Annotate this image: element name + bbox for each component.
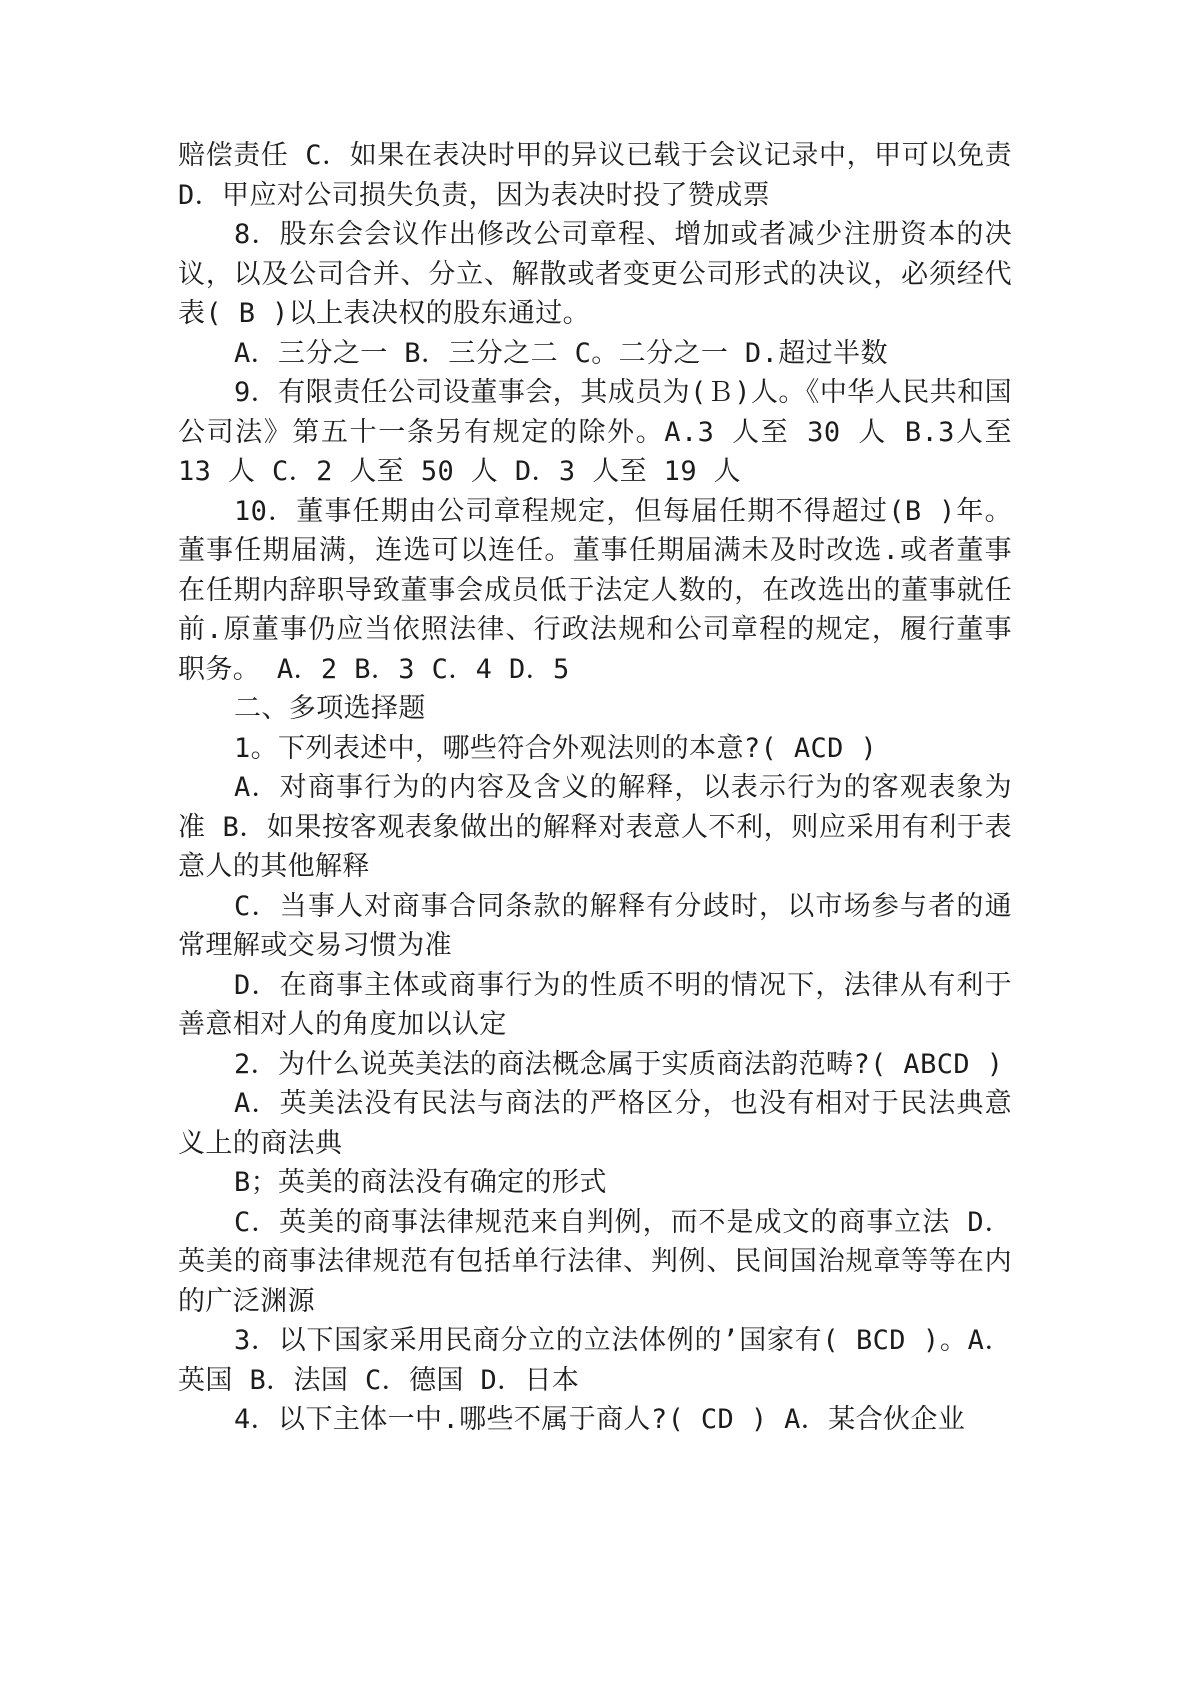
mc-question-2-option-a: A．英美法没有民法与商法的严格区分，也没有相对于民法典意义上的商法典: [178, 1088, 1012, 1159]
mc-question-3: 3．以下国家采用民商分立的立法体例的’国家有( BCD )。A．英国 B．法国 C．德国 D．日本: [178, 1325, 1012, 1396]
question-10: 10．董事任期由公司章程规定，但每届任期不得超过(B )年。董事任期届满，连选可以连任。董事任期届满未及时改选.或者董事在任期内辞职导致董事会成员低于法定人数的，在改选出的董事就任前.原董事仍应当依照法律、行政法规和公司章程的规定，履行董事职务。 A．2 B．3 C．4 D．5: [178, 495, 1012, 685]
mc-question-4: 4．以下主体一中.哪些不属于商人?( CD ) A．某合伙企业: [234, 1404, 966, 1435]
mc-question-1: 1。下列表述中，哪些符合外观法则的本意?( ACD ): [234, 732, 878, 764]
paragraph-liability-options: 赔偿责任 C．如果在表决时甲的异议已载于会议记录中，甲可以免责 D．甲应对公司损失负责，因为表决时投了赞成票: [178, 140, 1029, 211]
question-9: 9．有限责任公司设董事会，其成员为(Ｂ)人。《中华人民共和国公司法》第五十一条另有规定的除外。A.3 人至 30 人 B.3人至 13 人 C．2 人至 50 人 D．3 人至 19 人: [178, 377, 1029, 487]
mc-question-2: 2．为什么说英美法的商法概念属于实质商法韵范畴?( ABCD ): [234, 1048, 1004, 1080]
mc-question-1-option-d: D．在商事主体或商事行为的性质不明的情况下，法律从有利于善意相对人的角度加以认定: [178, 969, 1012, 1040]
section-heading-multiple-choice: 二、多项选择题: [234, 693, 426, 724]
mc-question-2-option-c-d: C．英美的商事法律规范来自判例，而不是成文的商事立法 D．英美的商事法律规范有包括单行法律、判例、民间国治规章等等在内的广泛渊源: [178, 1206, 1012, 1317]
mc-question-1-option-a-b: A．对商事行为的内容及含义的解释，以表示行为的客观表象为准 B．如果按客观表象做出的解释对表意人不利，则应采用有利于表意人的其他解释: [178, 772, 1012, 882]
mc-question-1-option-c: C．当事人对商事合同条款的解释有分歧时，以市场参与者的通常理解或交易习惯为准: [178, 890, 1012, 961]
question-8: 8．股东会会议作出修改公司章程、增加或者减少注册资本的决议，以及公司合并、分立、解散或者变更公司形式的决议，必须经代表( B )以上表决权的股东通过。: [178, 219, 1012, 329]
document-page: [178, 136, 1029, 1440]
question-8-options: A．三分之一 B．三分之二 C。二分之一 D.超过半数: [234, 337, 888, 369]
mc-question-2-option-b: B；英美的商法没有确定的形式: [234, 1167, 607, 1198]
